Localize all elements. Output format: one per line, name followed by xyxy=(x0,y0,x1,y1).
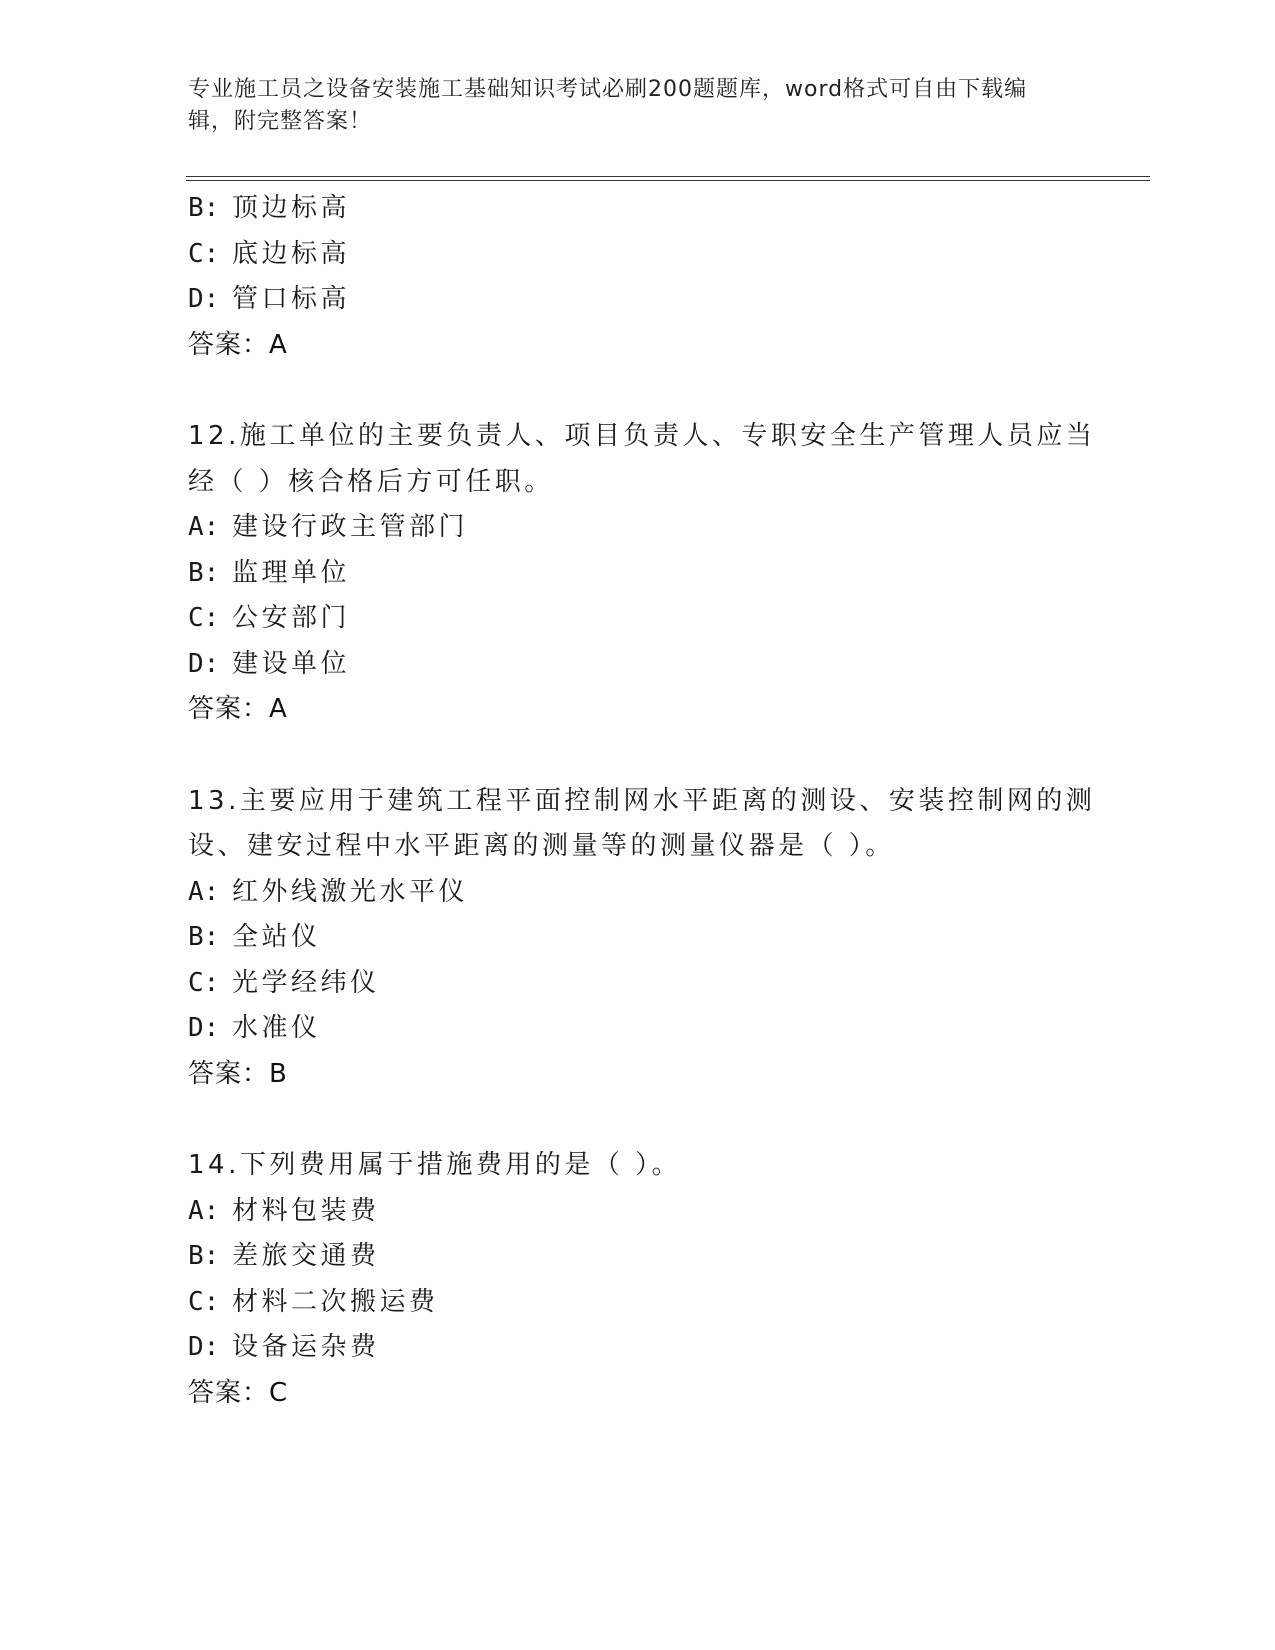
spacer xyxy=(188,368,1088,414)
option-d: D: 设备运杂费 xyxy=(188,1332,380,1362)
answer-line: 答案：B xyxy=(188,1058,288,1089)
question-stem-line: 12.施工单位的主要负责人、项目负责人、专职安全生产管理人员应当 xyxy=(188,421,1096,451)
answer-line: 答案：A xyxy=(188,694,288,724)
option-c: C: 光学经纬仪 xyxy=(188,967,380,998)
question-13 xyxy=(188,779,1096,1098)
option-d: D: 水准仪 xyxy=(188,1013,321,1043)
document-header xyxy=(188,74,1068,138)
option-c: C: 材料二次搬运费 xyxy=(188,1286,439,1317)
question-stem-line: 经（ ）核合格后方可任职。 xyxy=(188,466,554,497)
document-body xyxy=(188,186,1096,1416)
option-a: A: 材料包装费 xyxy=(188,1195,380,1226)
option-d: D: 建设单位 xyxy=(188,648,351,679)
option-b: B: 全站仪 xyxy=(188,922,321,952)
question-12 xyxy=(188,414,1096,733)
question-stem-line: 设、建安过程中水平距离的测量等的测量仪器是（ ）。 xyxy=(188,831,895,861)
option-c: C: 公安部门 xyxy=(188,603,351,633)
option-d: D: 管口标高 xyxy=(188,284,351,314)
answer-line: 答案：A xyxy=(188,329,288,360)
spacer xyxy=(188,733,1088,779)
answer-line: 答案：C xyxy=(188,1377,289,1408)
option-a: A: 建设行政主管部门 xyxy=(188,512,469,542)
option-b: B: 差旅交通费 xyxy=(188,1241,380,1271)
option-c: C: 底边标高 xyxy=(188,238,351,269)
spacer xyxy=(188,1097,1088,1143)
option-b: B: 顶边标高 xyxy=(188,193,351,223)
question-stem-line: 13.主要应用于建筑工程平面控制网水平距离的测设、安装控制网的测 xyxy=(188,785,1096,816)
question-11-continued xyxy=(188,186,1088,368)
option-b: B: 监理单位 xyxy=(188,557,351,588)
option-a: A: 红外线激光水平仪 xyxy=(188,876,469,907)
header-title: 专业施工员之设备安装施工基础知识考试必刷200题题库，word格式可自由下载编辑，附完整答案！ xyxy=(188,77,1028,134)
question-14 xyxy=(188,1143,1088,1416)
question-stem-line: 14.下列费用属于措施费用的是（ ）。 xyxy=(188,1150,682,1180)
header-double-rule xyxy=(186,176,1150,181)
